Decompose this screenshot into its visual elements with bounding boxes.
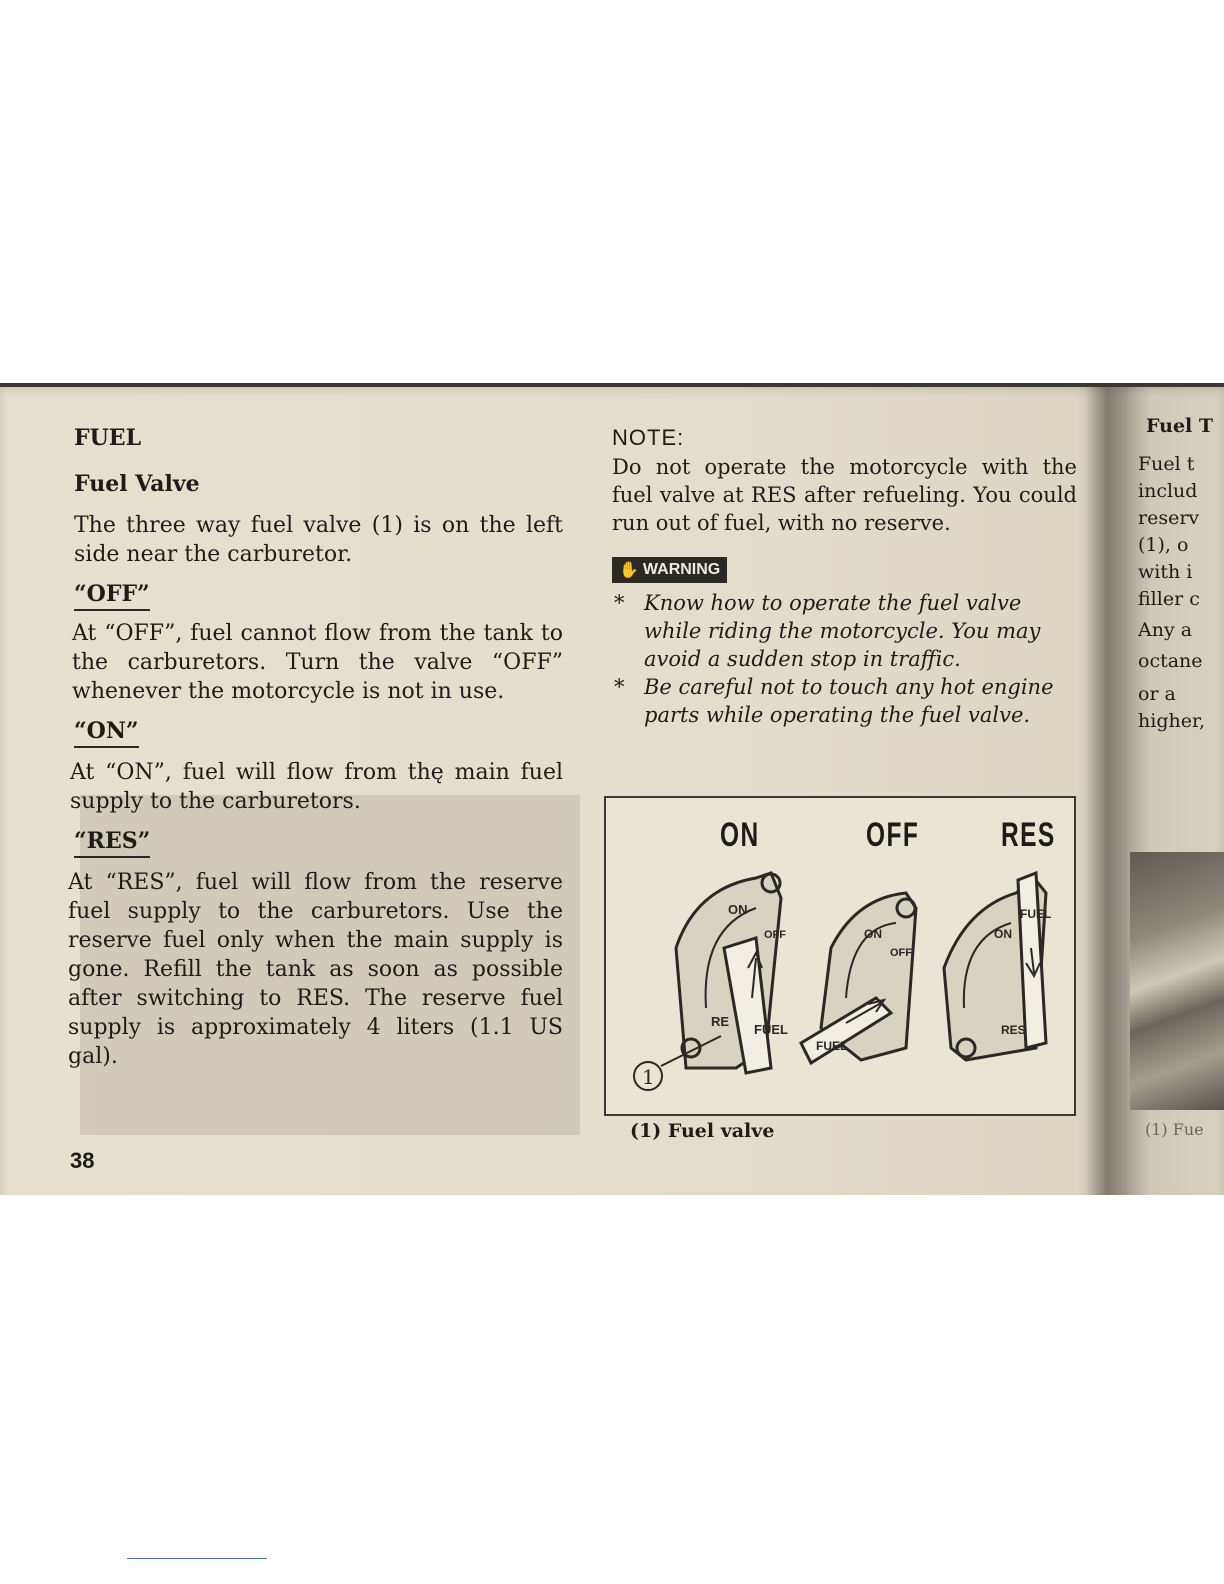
valve-off-mark-fuel: FUEL [816,1039,848,1053]
warning-item-text: Be careful not to touch any hot engine parts while operating the fuel valve. [644,675,1054,727]
valve-on-mark-fuel: FUEL [754,1022,788,1037]
warning-label: WARNING [642,561,721,578]
warning-list [612,589,1077,729]
fuel-valve-heading: Fuel Valve [74,471,200,497]
warning-item: * Be careful not to touch any hot engine parts while operating the fuel valve. [614,675,1054,727]
page-number: 38 [70,1148,95,1173]
left-column [68,415,563,1071]
next-page-fragment [1138,415,1224,735]
fuel-valve-intro: The three way fuel valve (1) is on the left side near the carburetor. [74,513,563,567]
next-page-line: Fuel t [1138,453,1195,475]
middle-column [612,425,1077,729]
valve-res-mark-on: ON [994,927,1012,941]
warning-badge [612,557,727,583]
next-page-line: (1), o [1138,534,1189,556]
figure-caption: (1) Fuel valve [630,1120,775,1142]
next-page-line: reserv [1138,507,1200,529]
note-title: NOTE: [612,425,685,450]
next-page-line: includ [1138,480,1198,502]
figure-label-on: ON [720,816,760,854]
page-top-edge [0,383,1224,387]
warning-item-text: Know how to operate the fuel valve while riding the motorcycle. You may avoid a sudden stop in traffic. [644,591,1041,671]
figure-label-off: OFF [866,816,920,854]
valve-on-mark-on: ON [728,902,748,917]
valve-on-mark-off: OFF [764,929,786,941]
next-page-line: or a [1138,683,1176,705]
warning-hand-icon: ✋ [619,562,639,579]
valve-off-mark-on: ON [864,927,882,941]
next-page-line: Any a [1138,619,1193,641]
valve-off-drawing [801,893,916,1063]
fuel-valve-figure [604,796,1076,1116]
valve-res-mark-res: RES [1001,1023,1026,1037]
res-text: At “RES”, fuel will flow from the reserve fuel supply to the carburetors. Use the reserve fuel only when the main supply is gone. Refill the tank as soon as possible after switching to RES. The reserve fuel supply is approximately 4 liters (1.1 US gal). [68,870,563,1069]
next-page-heading: Fuel T [1146,415,1214,437]
next-page-line: octane [1138,650,1203,672]
on-heading: “ON” [74,718,139,748]
valve-res-drawing [944,873,1046,1060]
fuel-valve-illustration [606,798,1074,1114]
callout-number: 1 [642,1065,655,1089]
figure-label-res: RES [1001,816,1056,854]
valve-on-mark-re: RE [711,1014,730,1029]
warning-item: * Know how to operate the fuel valve while riding the motorcycle. You may avoid a sudden stop in traffic. [614,591,1041,671]
note-text: Do not operate the motorcycle with the fuel valve at RES after refueling. You could run out of fuel, with no reserve. [612,455,1077,535]
on-text: At “ON”, fuel will flow from thę main fuel supply to the carburetors. [70,760,563,814]
next-page-line: filler c [1138,588,1200,610]
next-page-line: with i [1138,561,1193,583]
next-page-photo [1130,852,1224,1110]
next-page-caption: (1) Fue [1145,1120,1204,1139]
footer-rule [127,1558,267,1559]
book-gutter [1085,383,1130,1195]
off-text: At “OFF”, fuel cannot flow from the tank to the carburetors. Turn the valve “OFF” whenever the motorcycle is not in use. [72,621,563,704]
next-page-line: higher, [1138,710,1205,732]
valve-res-mark-fuel: FUEL [1020,907,1052,921]
off-heading: “OFF” [74,581,150,611]
valve-off-mark-off: OFF [890,947,912,959]
fuel-heading: FUEL [74,425,142,451]
res-heading: “RES” [74,828,150,858]
